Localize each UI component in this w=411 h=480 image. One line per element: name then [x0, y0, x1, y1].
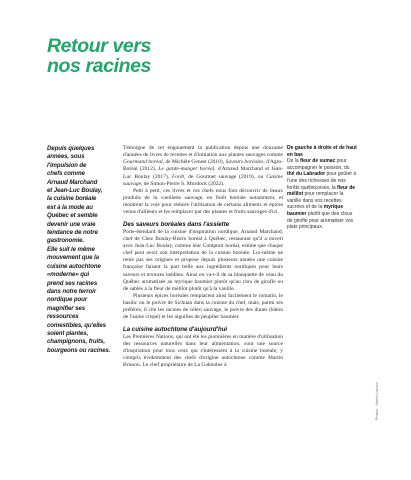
- section-heading-autochtone: La cuisine autochtone d'aujourd'hui: [123, 325, 228, 333]
- pull-quote-line: Depuis quelques: [47, 145, 95, 152]
- pull-quote-line: soient plantes,: [47, 329, 89, 337]
- pull-quote-line: prend ses racines: [47, 279, 98, 287]
- photo-caption: [287, 145, 357, 231]
- title-line-2: nos racines: [47, 55, 151, 77]
- pull-quote-line: est à la mode au: [47, 203, 93, 211]
- body-paragraph-2: Petit à petit, ces livres et ces chefs nous font découvrir de beaux produits de la cueillette sauvage, en forêt boréale notamment, et montrent la voie pour réduire l'utilisation de certains aliments et épices venus d'ailleurs et les remplacer par des plantes et fruits sauvages d'ici.: [123, 187, 283, 216]
- body-paragraph-1: Témoigne de cet engouement la publication depuis une douzaine d'années de livres de recettes et d'initiation aux plantes sauvages comme Gourmand boréal, de Michèle Genest (2010), Saveurs boréales, d'Agro-Boréal (2012), Le garde-manger boréal, d'Arnaud Marchand et Jean-Luc Boulay (2017), Forêt, de Gourmet sauvage (2019), ou Cuisine sauvage, de Simon-Pierre S. Murdock (2022).: [123, 145, 283, 187]
- pull-quote-line: Elle suit le même: [47, 245, 95, 253]
- pull-quote-line: champignons, fruits,: [47, 338, 105, 346]
- pull-quote-line: ressources: [47, 313, 79, 321]
- pull-quote-line: tendance de notre: [47, 229, 98, 237]
- pull-quote-line: bourgeons ou racines.: [47, 346, 111, 354]
- pull-quote-line: cuisine autochtone: [47, 262, 101, 270]
- pull-quote: [47, 145, 122, 355]
- article-title: [47, 36, 227, 76]
- pull-quote-line: Arnaud Marchand: [47, 178, 98, 186]
- pull-quote-line: nordique pour: [47, 296, 87, 304]
- article-body: [123, 145, 283, 369]
- pull-quote-line: chefs comme: [47, 170, 85, 178]
- pull-quote-line: années, sous: [47, 153, 85, 161]
- body-paragraph-4: Plusieurs épices boréales remplacent ainsi facilement le romarin, le basilic ou le poivre de Sichuan dans la cuisine du chef, mais, parmi ses préférés, il cite les racines de céleri sauvage, le poivre des dunes (bâton de l'aulne crispé) et les aiguilles de peuplier baumier.: [123, 292, 283, 321]
- pull-quote-line: l'impulsion de: [47, 161, 87, 169]
- body-paragraph-3: Porte-étendard de la cuisine d'inspiration nordique, Arnaud Marchand, chef de Chez Boulay-Bistro boréal à Québec, restaurant qu'il a ouvert avec Jean-Luc Boulay, comme leur Comptoir boréal, estime que chaque chef peut avoir son interprétation de la cuisine boréale. Lui-même ne renie pas ses origines et propose depuis plusieurs années une cuisine française faisant la part belle aux ingrédients nordiques pour leurs saveurs et textures inédites. Ainsi en va-t-il de sa blanquette de veau du Québec aromatisée au myrique baumier plutôt qu'au clou de girofle ou de sablés à la fleur de mélilot plutôt qu'à la vanille.: [123, 228, 283, 292]
- pull-quote-line: comestibles, qu'elles: [47, 321, 106, 329]
- caption-title: De gauche à droite et de haut en bas: [287, 145, 357, 158]
- photo-credit: Photos : Valérie Lacroix: [375, 382, 379, 420]
- pull-quote-line: mouvement que la: [47, 254, 99, 262]
- pull-quote-line: «moderne» qui: [47, 271, 90, 279]
- caption-text: De la fleur de sumac pour accompagner le poisson, du thé du Labrador pour goûter à l'une des richesses de nos forêts québécoises, la fleur de mélilot pour remplacer la vanille dans vos recettes sucrées et de la myrique baumier plutôt que des clous de girofle pour aromatiser vos plats principaux.: [287, 158, 357, 231]
- pull-quote-line: gastronomie.: [47, 237, 85, 245]
- title-line-1: Retour vers: [47, 35, 151, 57]
- section-heading-boreal: Des saveurs boréales dans l'assiette: [123, 220, 230, 228]
- pull-quote-line: devenir une vraie: [47, 220, 96, 228]
- pull-quote-line: magnifier ses: [47, 304, 85, 312]
- pull-quote-line: et Jean-Luc Boulay,: [47, 187, 103, 195]
- body-paragraph-5: Les Premières Nations, qui ont été les pionnières en matière d'utilisation des ressources naturelles dans leur alimentation, sont une source d'inspiration pour tous ceux qui s'intéressent à la cuisine boréale, y compris évidemment des chefs d'origine autochtone comme Martin Brisson. Le chef propriétaire de La Gaboulne à: [123, 333, 283, 369]
- pull-quote-line: dans notre terroir: [47, 287, 96, 295]
- pull-quote-line: la cuisine boréale: [47, 195, 97, 203]
- pull-quote-line: Québec et semble: [47, 212, 98, 220]
